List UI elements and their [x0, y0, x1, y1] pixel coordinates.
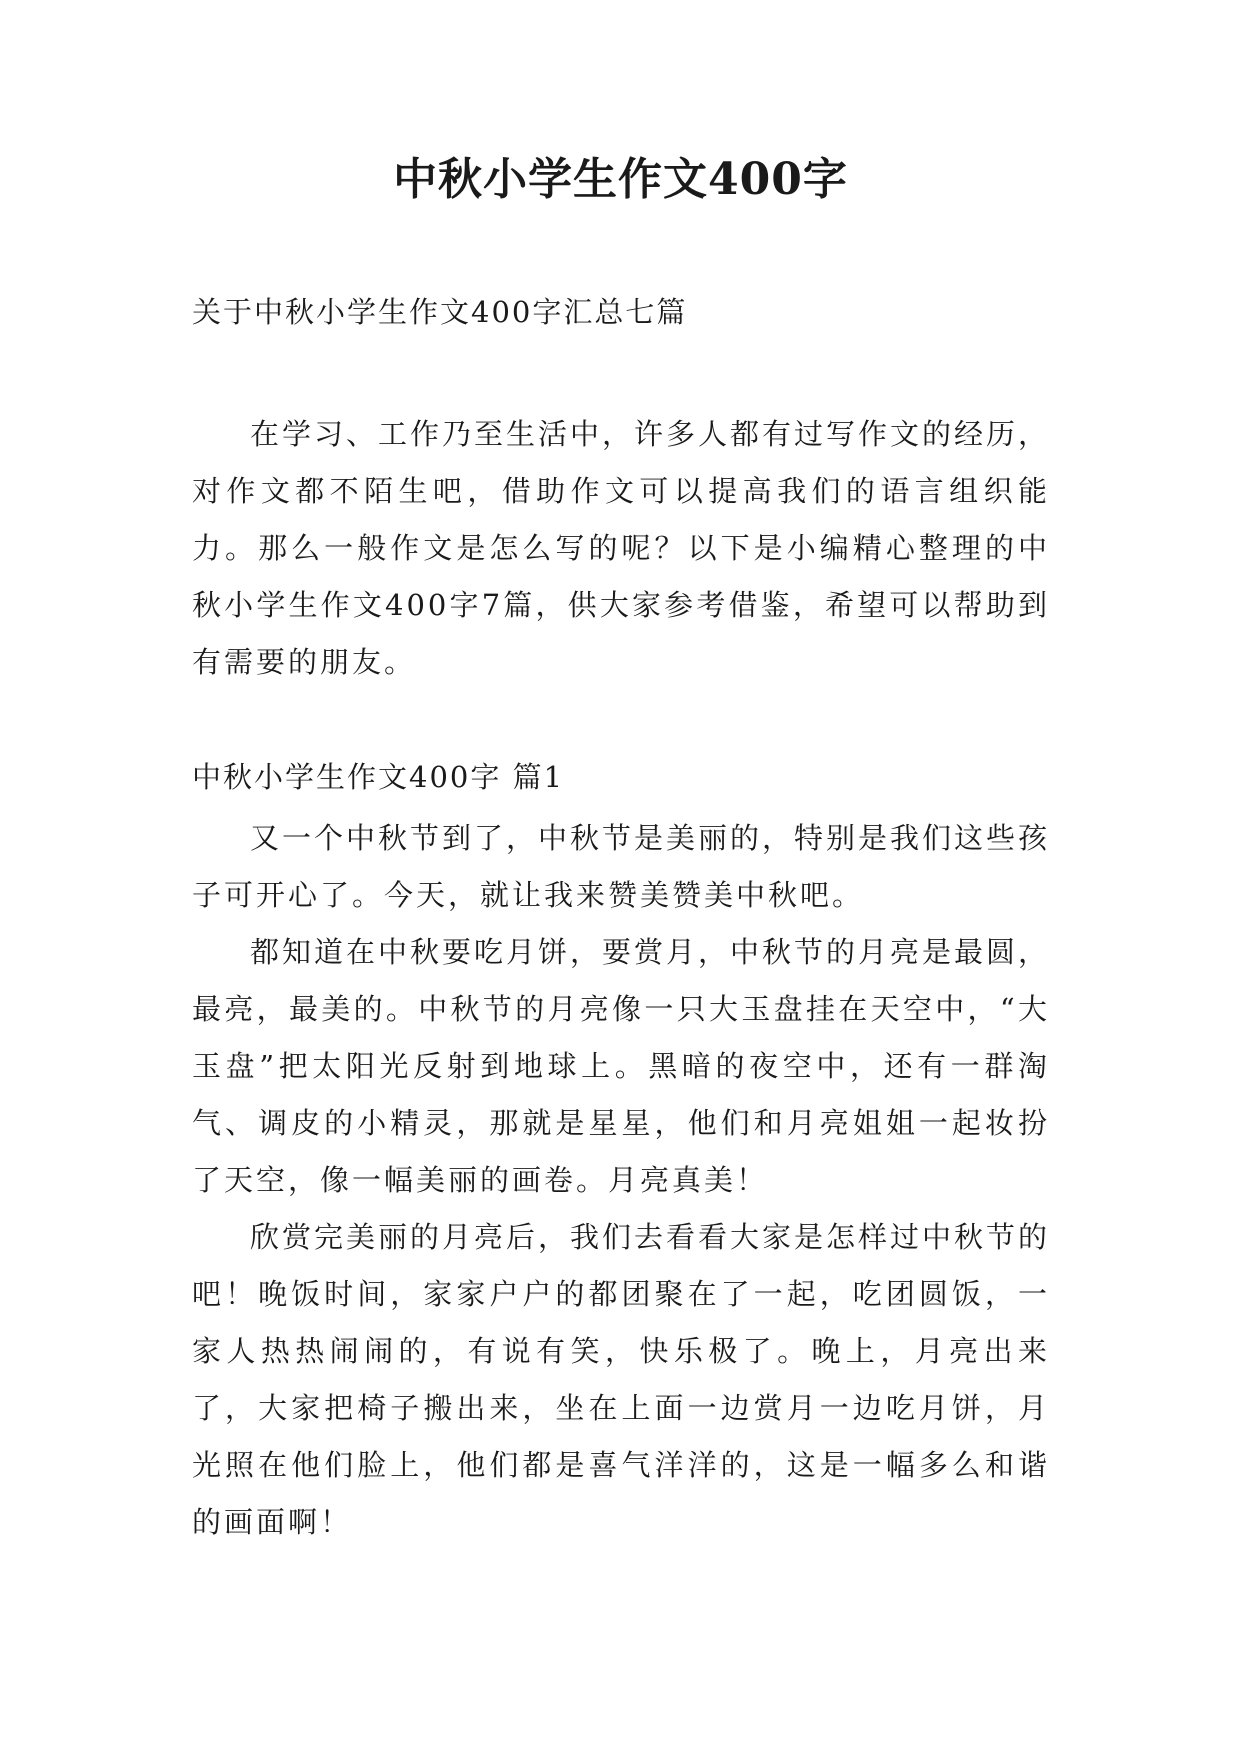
document-title: 中秋小学生作文400字	[393, 154, 848, 205]
document-subtitle: 关于中秋小学生作文400字汇总七篇	[192, 295, 688, 329]
essay-paragraph: 都知道在中秋要吃月饼，要赏月，中秋节的月亮是最圆，最亮，最美的。中秋节的月亮像一只大玉盘挂在天空中，“大玉盘”把太阳光反射到地球上。黑暗的夜空中，还有一群淘气、调皮的小精灵，那就是星星，他们和月亮姐姐一起妆扮了天空，像一幅美丽的画卷。月亮真美！	[192, 935, 1051, 1197]
essay-paragraph: 欣赏完美丽的月亮后，我们去看看大家是怎样过中秋节的吧！晚饭时间，家家户户的都团聚在了一起，吃团圆饭，一家人热热闹闹的，有说有笑，快乐极了。晚上，月亮出来了，大家把椅子搬出来，坐在上面一边赏月一边吃月饼，月光照在他们脸上，他们都是喜气洋洋的，这是一幅多么和谐的画面啊！	[192, 1220, 1051, 1539]
essay-heading: 中秋小学生作文400字 篇1	[192, 760, 565, 794]
intro-paragraph: 在学习、工作乃至生活中，许多人都有过写作文的经历，对作文都不陌生吧，借助作文可以提高我们的语言组织能力。那么一般作文是怎么写的呢？以下是小编精心整理的中秋小学生作文400字7篇，供大家参考借鉴，希望可以帮助到有需要的朋友。	[192, 417, 1051, 679]
essay-paragraph: 又一个中秋节到了，中秋节是美丽的，特别是我们这些孩子可开心了。今天，就让我来赞美赞美中秋吧。	[192, 821, 1051, 912]
